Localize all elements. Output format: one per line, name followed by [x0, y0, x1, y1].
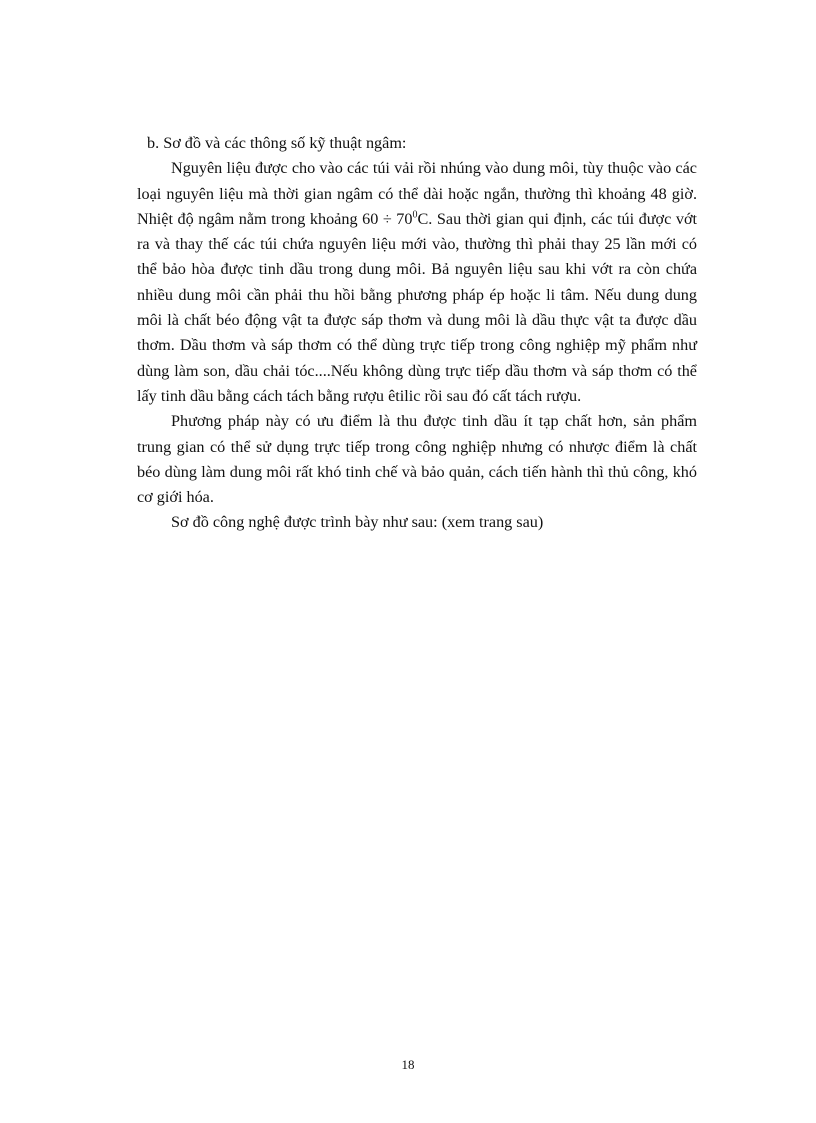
- degree-superscript: 0: [412, 209, 418, 221]
- paragraph-text-part1: Nguyên liệu được cho vào các túi vải rồi nhúng vào dung môi, tùy thuộc vào các loại nguyên liệu mà thời gian ngâm có thể dài hoặc ngắn, thường thì khoảng 48 giờ. Nhiệt độ ngâm nằm trong khoảng 60 ÷ 70: [137, 159, 697, 228]
- paragraph-diagram-note: Sơ đồ công nghệ được trình bày như sau: (xem trang sau): [171, 513, 544, 532]
- paragraph-text-part2: C. Sau thời gian qui định, các túi được vớt ra và thay thế các túi chứa nguyên liệu mới vào, thường thì phải thay 25 lần mới có thể bảo hòa được tinh dầu trong dung môi. Bả nguyên liệu sau khi vớt ra còn chứa nhiều dung môi cần phải thu hồi bằng phương pháp ép hoặc li tâm. Nếu dung dung môi là chất béo động vật ta được sáp thơm và dung môi là dầu thực vật ta được dầu thơm. Dầu thơm và sáp thơm có thể dùng trực tiếp trong công nghiệp mỹ phẩm như dùng làm son, dầu chải tóc....Nếu không dùng trực tiếp dầu thơm và sáp thơm có thể lấy tinh dầu bằng cách tách bằng rượu êtilic rồi sau đó cất tách rượu.: [137, 209, 697, 405]
- section-heading: b. Sơ đồ và các thông số kỹ thuật ngâm:: [147, 134, 407, 152]
- page-number: 18: [401, 1057, 415, 1072]
- paragraph-advantages: Phương pháp này có ưu điểm là thu được tinh dầu ít tạp chất hơn, sản phẩm trung gian có thể sử dụng trực tiếp trong công nghiệp nhưng có nhược điểm là chất béo dùng làm dung môi rất khó tinh chế và bảo quản, cách tiến hành thì thủ công, khó cơ giới hóa.: [137, 412, 697, 507]
- document-body: [137, 131, 697, 536]
- paragraph-soaking-process: [137, 156, 697, 409]
